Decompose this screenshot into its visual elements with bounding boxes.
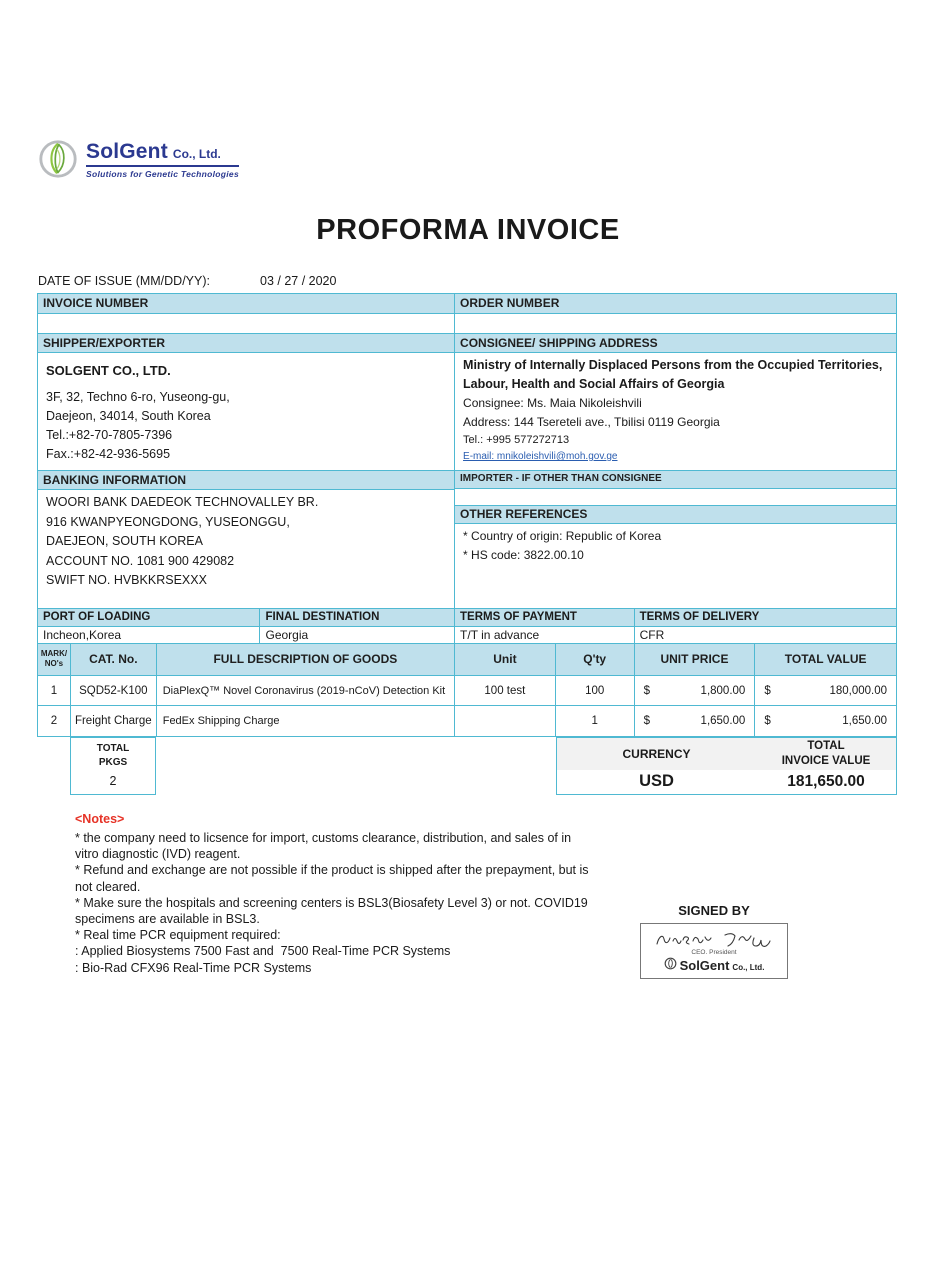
reference-line: * Country of origin: Republic of Korea bbox=[463, 529, 662, 544]
total-invoice-value: 181,650.00 bbox=[756, 770, 897, 795]
shipper-address-line: 3F, 32, Techno 6-ro, Yuseong-gu, bbox=[46, 389, 230, 404]
signature-box bbox=[640, 923, 788, 979]
ceo-title: CEO. President bbox=[691, 949, 737, 956]
unit-cell: 100 test bbox=[455, 676, 556, 705]
solgent-leaf-icon-small bbox=[664, 957, 677, 970]
mark-header-line: MARK/ bbox=[40, 649, 68, 659]
banking-section bbox=[38, 471, 455, 607]
unit-price-cell bbox=[635, 706, 756, 736]
description-cell: DiaPlexQ™ Novel Coronavirus (2019-nCoV) Detection Kit bbox=[157, 676, 455, 705]
logo-company-name: SolGent bbox=[86, 139, 168, 163]
unit-price-amount: 1,650.00 bbox=[700, 715, 746, 728]
other-references-details bbox=[455, 524, 896, 607]
consignee-tel: Tel.: +995 577272713 bbox=[463, 433, 570, 446]
table-row bbox=[38, 676, 896, 706]
note-line: not cleared. bbox=[75, 879, 141, 894]
party-header-row bbox=[38, 334, 896, 353]
qty-cell: 100 bbox=[556, 676, 635, 705]
number-value-row bbox=[38, 314, 896, 334]
note-line: * Real time PCR equipment required: bbox=[75, 928, 281, 943]
notes-title: <Notes> bbox=[75, 812, 125, 826]
shipper-details bbox=[38, 353, 455, 470]
note-line: : Bio-Rad CFX96 Real-Time PCR Systems bbox=[75, 960, 312, 975]
consignee-details bbox=[455, 353, 896, 470]
mark-no-header bbox=[38, 644, 71, 676]
mark-header-line: NO's bbox=[44, 659, 64, 669]
total-pkgs-header bbox=[70, 737, 156, 771]
order-number-value bbox=[455, 314, 896, 333]
shipping-header-row bbox=[38, 609, 896, 627]
total-pkgs-header-line: PKGS bbox=[98, 756, 128, 768]
consignee-address: Address: 144 Tsereteli ave., Tbilisi 0119 Georgia bbox=[463, 414, 720, 429]
logo-tagline: Solutions for Genetic Technologies bbox=[86, 168, 239, 179]
total-value-header: TOTAL VALUE bbox=[784, 652, 867, 667]
logo-company-suffix: Co., Ltd. bbox=[172, 146, 221, 161]
table-row bbox=[38, 706, 896, 736]
note-line: * Refund and exchange are not possible if the product is shipped after the prepayment, but is bbox=[75, 863, 589, 878]
party-body-row bbox=[38, 353, 896, 471]
final-destination-value: Georgia bbox=[260, 627, 455, 643]
unit-price-amount: 1,800.00 bbox=[700, 684, 746, 697]
date-of-issue-value: 03 / 27 / 2020 bbox=[260, 274, 337, 288]
consignee-header: CONSIGNEE/ SHIPPING ADDRESS bbox=[455, 334, 896, 352]
consignee-email-link[interactable]: E-mail: mnikoleishvili@moh.gov.ge bbox=[463, 450, 618, 462]
reference-line: * HS code: 3822.00.10 bbox=[463, 548, 584, 563]
signature-company-name: SolGent bbox=[679, 958, 730, 973]
currency-symbol: $ bbox=[764, 684, 771, 697]
banking-line: WOORI BANK DAEDEOK TECHNOVALLEY BR. bbox=[46, 495, 319, 510]
total-pkgs-value: 2 bbox=[70, 770, 156, 795]
number-header-row bbox=[38, 294, 896, 314]
solgent-leaf-icon bbox=[37, 138, 79, 180]
unit-price-cell bbox=[635, 676, 756, 705]
importer-header: IMPORTER - IF OTHER THAN CONSIGNEE bbox=[455, 471, 896, 489]
shipper-phone: Tel.:+82-70-7805-7396 bbox=[46, 427, 173, 442]
banking-header: BANKING INFORMATION bbox=[38, 471, 454, 490]
total-value-cell bbox=[755, 676, 896, 705]
other-references-header: OTHER REFERENCES bbox=[455, 506, 896, 524]
description-cell: FedEx Shipping Charge bbox=[157, 706, 455, 736]
banking-details bbox=[38, 490, 454, 607]
banking-references-row bbox=[38, 471, 896, 608]
note-line: specimens are available in BSL3. bbox=[75, 912, 260, 927]
note-line: : Applied Biosystems 7500 Fast and 7500 Real-Time PCR Systems bbox=[75, 944, 451, 959]
total-value-amount: 180,000.00 bbox=[829, 684, 888, 697]
banking-line: SWIFT NO. HVBKKRSEXXX bbox=[46, 573, 207, 588]
currency-value: USD bbox=[556, 770, 757, 795]
consignee-name: Ministry of Internally Displaced Persons from the Occupied Territories, Labour, Health and Social Affairs of Georgia bbox=[463, 357, 883, 391]
mark-cell: 2 bbox=[38, 706, 71, 736]
total-pkgs-header-line: TOTAL bbox=[96, 743, 130, 754]
note-line: * the company need to licsence for import, customs clearance, distribution, and sales of in bbox=[75, 831, 572, 845]
port-of-loading-value: Incheon,Korea bbox=[38, 627, 260, 643]
banking-line: ACCOUNT NO. 1081 900 429082 bbox=[46, 553, 235, 568]
shipper-name: SOLGENT CO., LTD. bbox=[46, 362, 171, 378]
signature-company-logo bbox=[664, 957, 765, 973]
handwritten-signature-icon bbox=[653, 929, 775, 949]
cat-no-header: CAT. No. bbox=[71, 644, 157, 676]
currency-symbol: $ bbox=[643, 715, 650, 728]
currency-header: CURRENCY bbox=[556, 737, 757, 771]
shipping-value-row bbox=[38, 627, 896, 644]
invoice-table bbox=[37, 293, 897, 737]
mark-cell: 1 bbox=[38, 676, 71, 705]
terms-of-payment-value: T/T in advance bbox=[455, 627, 635, 643]
cat-cell: Freight Charge bbox=[71, 706, 157, 736]
importer-references-section bbox=[455, 471, 896, 607]
shipper-fax: Fax.:+82-42-936-5695 bbox=[46, 446, 171, 461]
totals-section bbox=[37, 737, 897, 795]
cat-cell: SQD52-K100 bbox=[71, 676, 157, 705]
signed-by-label: SIGNED BY bbox=[678, 903, 750, 918]
shipper-address-line: Daejeon, 34014, South Korea bbox=[46, 408, 211, 423]
note-line: vitro diagnostic (IVD) reagent. bbox=[75, 847, 241, 862]
note-line: * Make sure the hospitals and screening centers is BSL3(Biosafety Level 3) or not. COVID19 bbox=[75, 895, 588, 910]
final-destination-header: FINAL DESTINATION bbox=[260, 609, 455, 626]
port-of-loading-header: PORT OF LOADING bbox=[38, 609, 260, 626]
total-invoice-header-line: INVOICE VALUE bbox=[781, 755, 871, 767]
invoice-number-header: INVOICE NUMBER bbox=[38, 294, 455, 313]
unit-header: Unit bbox=[455, 644, 556, 676]
invoice-number-value bbox=[38, 314, 455, 333]
company-logo bbox=[37, 138, 239, 180]
qty-cell: 1 bbox=[556, 706, 635, 736]
date-of-issue-label: DATE OF ISSUE (MM/DD/YY): bbox=[38, 274, 210, 288]
qty-header: Q'ty bbox=[556, 644, 635, 676]
page-title: PROFORMA INVOICE bbox=[316, 214, 620, 246]
signature-company-suffix: Co., Ltd. bbox=[732, 963, 765, 972]
total-invoice-header-line: TOTAL bbox=[807, 740, 845, 753]
banking-line: DAEJEON, SOUTH KOREA bbox=[46, 534, 203, 549]
terms-of-delivery-header: TERMS OF DELIVERY bbox=[635, 609, 896, 626]
currency-symbol: $ bbox=[764, 715, 771, 728]
currency-symbol: $ bbox=[643, 684, 650, 697]
importer-value bbox=[455, 489, 896, 506]
notes-section bbox=[75, 812, 600, 976]
total-invoice-value-header bbox=[756, 737, 897, 771]
unit-cell bbox=[455, 706, 556, 736]
banking-line: 916 KWANPYEONGDONG, YUSEONGGU, bbox=[46, 514, 290, 529]
total-value-amount: 1,650.00 bbox=[842, 715, 888, 728]
description-header: FULL DESCRIPTION OF GOODS bbox=[157, 644, 455, 676]
consignee-contact: Consignee: Ms. Maia Nikoleishvili bbox=[463, 395, 642, 410]
terms-of-delivery-value: CFR bbox=[639, 627, 665, 642]
total-value-cell bbox=[755, 706, 896, 736]
shipper-header: SHIPPER/EXPORTER bbox=[38, 334, 455, 352]
date-of-issue bbox=[38, 274, 336, 288]
order-number-header: ORDER NUMBER bbox=[455, 294, 896, 313]
goods-header-row bbox=[38, 644, 896, 677]
terms-of-payment-header: TERMS OF PAYMENT bbox=[455, 609, 635, 626]
unit-price-header: UNIT PRICE bbox=[635, 644, 756, 676]
